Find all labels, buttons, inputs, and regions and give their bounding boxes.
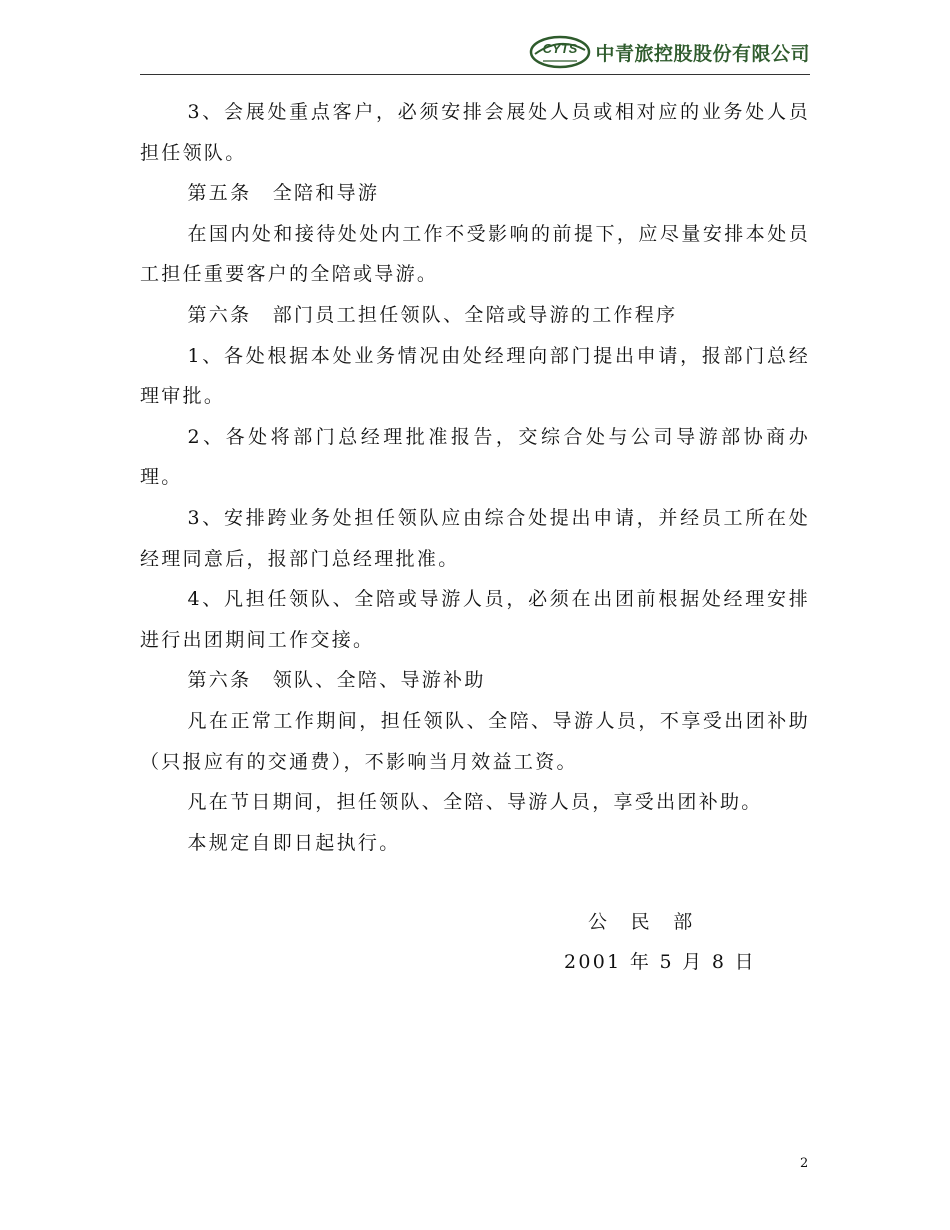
document-body bbox=[140, 92, 810, 863]
cyts-logo-icon bbox=[529, 34, 591, 70]
paragraph-clause-3-exhibition: 3、会展处重点客户，必须安排会展处人员或相对应的业务处人员担任领队。 bbox=[140, 101, 810, 164]
article-6-subsidy-heading: 第六条 领队、全陪、导游补助 bbox=[187, 669, 486, 692]
logo-mark-text: CYTS bbox=[543, 41, 578, 56]
procedure-item-1: 1、各处根据本处业务情况由处经理向部门提出申请，报部门总经理审批。 bbox=[140, 344, 810, 408]
company-name: 中青旅控股股份有限公司 bbox=[595, 42, 810, 65]
procedure-item-2: 2、各处将部门总经理批准报告，交综合处与公司导游部协商办理。 bbox=[140, 425, 810, 489]
article-5-heading: 第五条 全陪和导游 bbox=[187, 182, 380, 205]
header-divider bbox=[140, 74, 810, 75]
paragraph-effective: 本规定自即日起执行。 bbox=[187, 831, 401, 854]
article-6-heading: 第六条 部门员工担任领队、全陪或导游的工作程序 bbox=[187, 303, 678, 326]
paragraph-normal-period: 凡在正常工作期间，担任领队、全陪、导游人员，不享受出团补助（只报应有的交通费），不影响当月效益工资。 bbox=[140, 709, 810, 773]
signature-department: 公 民 部 bbox=[588, 911, 695, 933]
company-logo bbox=[529, 34, 810, 70]
page-number: 2 bbox=[800, 1156, 809, 1171]
signature-date: 2001 年 5 月 8 日 bbox=[564, 951, 756, 973]
page-header bbox=[140, 30, 810, 74]
procedure-item-3: 3、安排跨业务处担任领队应由综合处提出申请，并经员工所在处经理同意后，报部门总经理批准。 bbox=[140, 506, 810, 570]
procedure-item-4: 4、凡担任领队、全陪或导游人员，必须在出团前根据处经理安排进行出团期间工作交接。 bbox=[140, 588, 810, 651]
paragraph-holiday-period: 凡在节日期间，担任领队、全陪、导游人员，享受出团补助。 bbox=[187, 791, 763, 814]
paragraph-article-5: 在国内处和接待处处内工作不受影响的前提下，应尽量安排本处员工担任重要客户的全陪或导游。 bbox=[140, 222, 810, 286]
